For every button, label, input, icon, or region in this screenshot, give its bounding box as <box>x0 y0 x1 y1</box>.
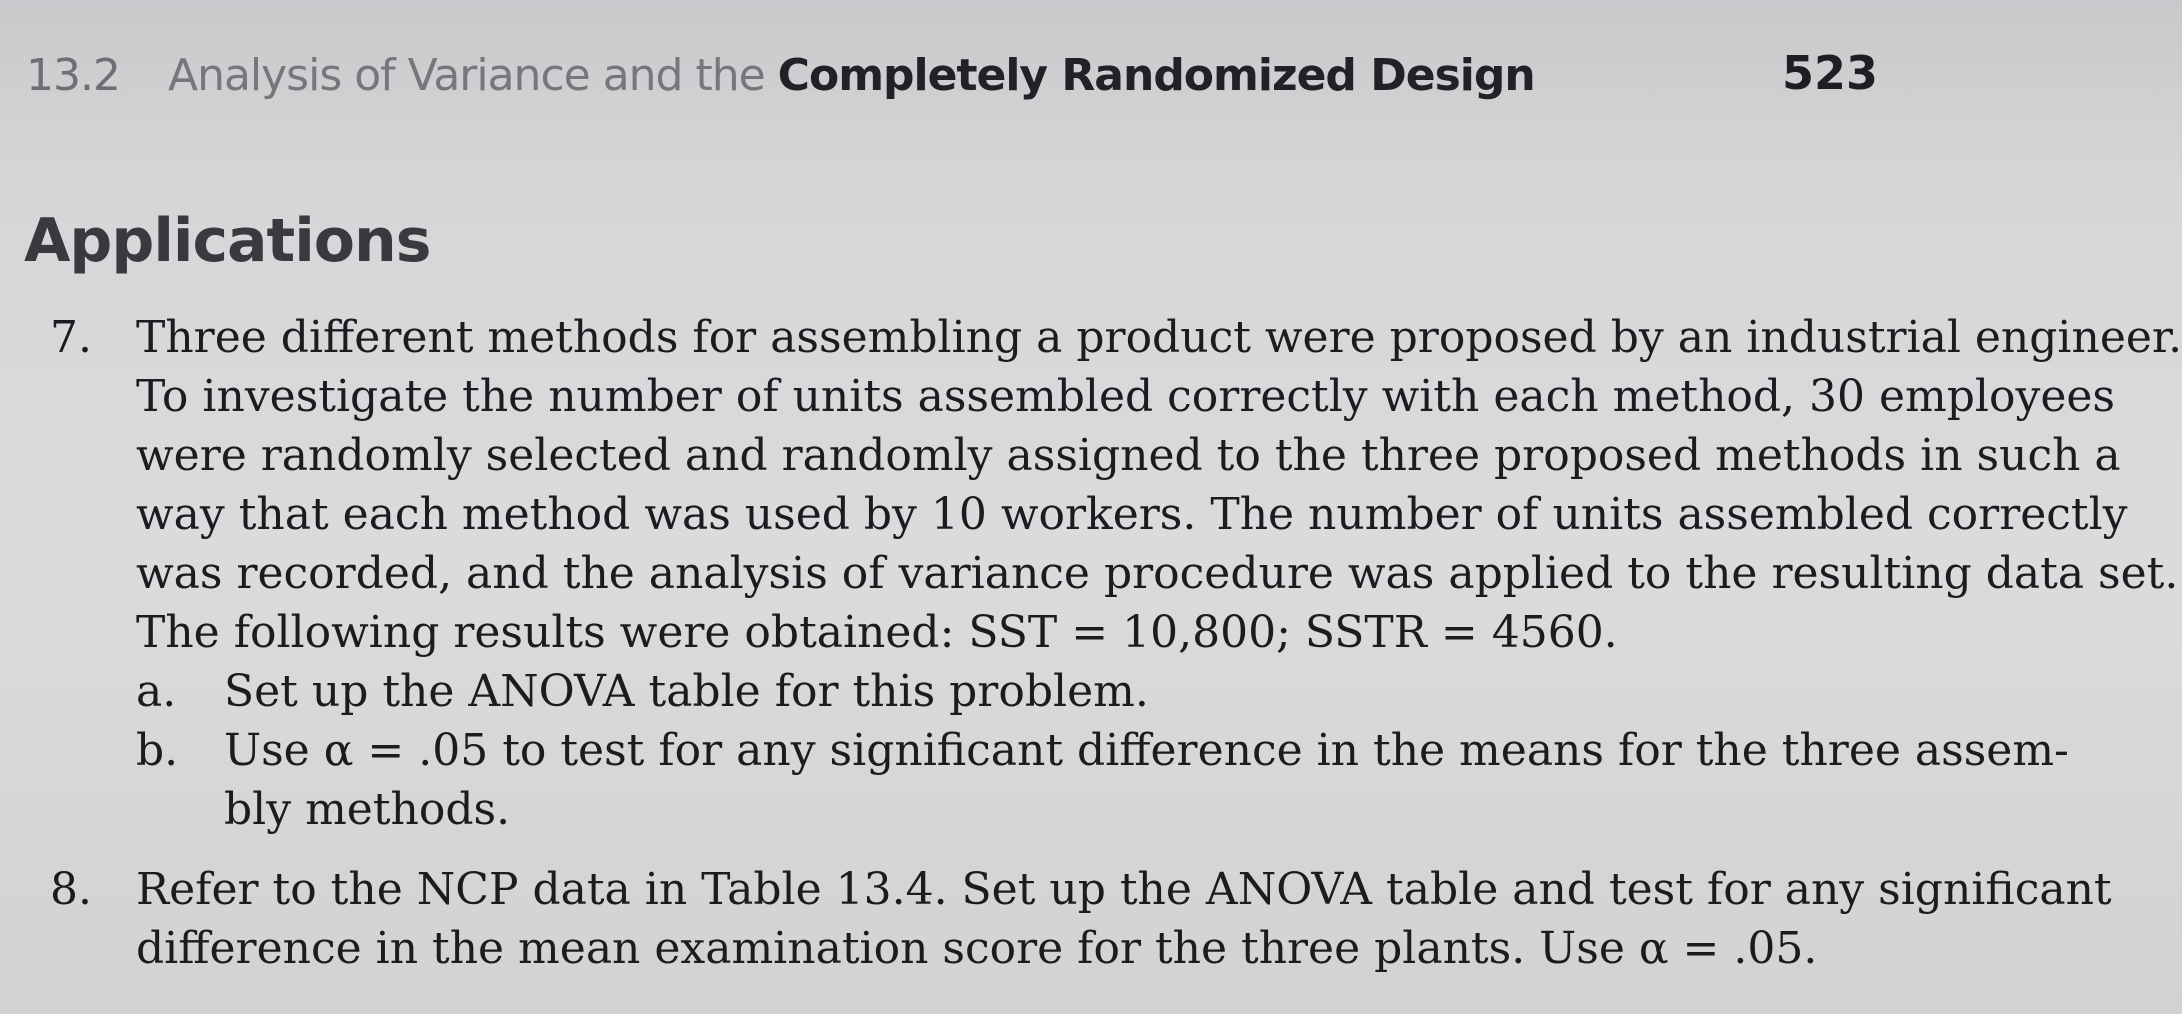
problem-line: was recorded, and the analysis of variance procedure was applied to the resulting data set. <box>136 548 2179 599</box>
problem-part-b <box>136 721 2069 839</box>
problem-body <box>136 860 2112 978</box>
problem-line: way that each method was used by 10 workers. The number of units assembled correctly <box>136 489 2128 540</box>
section-title-part-dark: Completely Randomized Design <box>777 50 1535 101</box>
problem-body <box>136 308 2182 839</box>
problem-line: difference in the mean examination score for the three plants. Use α = .05. <box>136 923 1818 974</box>
problem-line: Refer to the NCP data in Table 13.4. Set up the ANOVA table and test for any significant <box>136 864 2112 915</box>
problem-number: 8. <box>50 864 92 915</box>
problem-line: To investigate the number of units assembled correctly with each method, 30 employees <box>136 371 2116 422</box>
section-number: 13.2 <box>26 50 120 101</box>
problem-line: Three different methods for assembling a product were proposed by an industrial engineer. <box>136 312 2182 363</box>
problem-number: 7. <box>50 312 92 363</box>
problem-line: were randomly selected and randomly assigned to the three proposed methods in such a <box>136 430 2121 481</box>
part-line: Set up the ANOVA table for this problem. <box>224 666 1149 717</box>
section-title-part-light: Analysis of Variance and the <box>167 50 765 101</box>
problem-part-a <box>136 662 1916 721</box>
part-line: Use α = .05 to test for any significant difference in the means for the three assem- <box>224 725 2069 776</box>
applications-heading: Applications <box>24 206 431 276</box>
problem-parts <box>136 662 2069 839</box>
part-letter: b. <box>136 725 179 776</box>
part-letter: a. <box>136 666 177 717</box>
running-head <box>26 50 1535 101</box>
part-line: bly methods. <box>224 784 511 835</box>
problem-line: The following results were obtained: SST = 10,800; SSTR = 4560. <box>136 607 1618 658</box>
page-number: 523 <box>1781 46 1878 100</box>
